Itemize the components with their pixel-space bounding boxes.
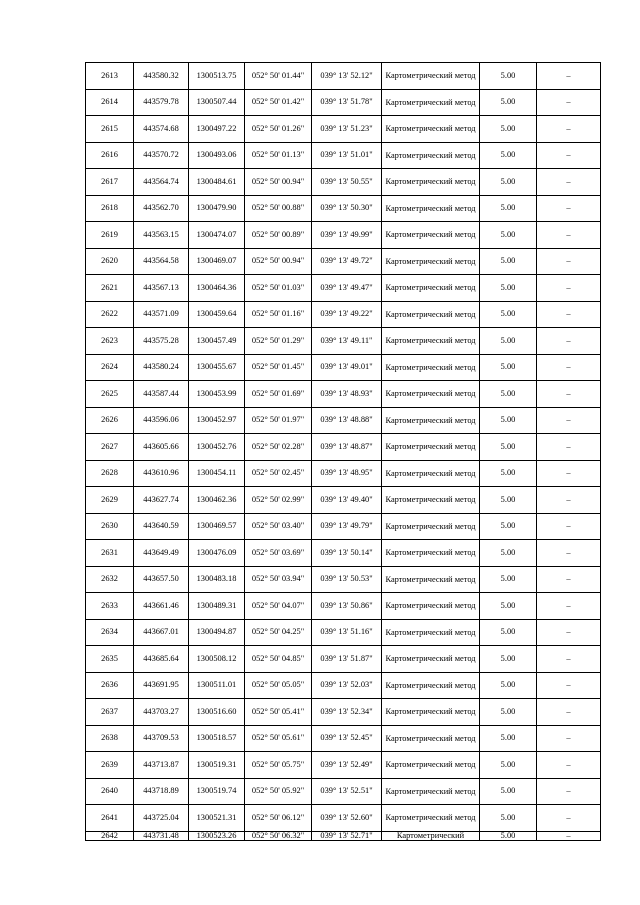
note-cell: – xyxy=(537,460,601,487)
point-number-cell: 2626 xyxy=(86,407,134,434)
point-number-cell: 2619 xyxy=(86,222,134,249)
longitude-cell: 039° 13' 51.87" xyxy=(312,646,382,673)
note-cell: – xyxy=(537,301,601,328)
coord-x-cell: 443605.66 xyxy=(134,434,189,461)
table-row xyxy=(86,222,601,249)
coord-x-cell: 443564.58 xyxy=(134,248,189,275)
coord-y-cell: 1300494.87 xyxy=(189,619,245,646)
method-cell: Картометрический метод xyxy=(382,328,480,355)
point-number-cell: 2624 xyxy=(86,354,134,381)
coord-x-cell: 443574.68 xyxy=(134,116,189,143)
table-row xyxy=(86,619,601,646)
accuracy-cell: 5.00 xyxy=(480,434,537,461)
method-cell: Картометрический метод xyxy=(382,195,480,222)
longitude-cell: 039° 13' 51.01" xyxy=(312,142,382,169)
coord-y-cell: 1300453.99 xyxy=(189,381,245,408)
table-row xyxy=(86,752,601,779)
longitude-cell: 039° 13' 49.72" xyxy=(312,248,382,275)
note-cell: – xyxy=(537,248,601,275)
latitude-cell: 052° 50' 01.03" xyxy=(245,275,312,302)
longitude-cell: 039° 13' 50.55" xyxy=(312,169,382,196)
latitude-cell: 052° 50' 03.40" xyxy=(245,513,312,540)
point-number-cell: 2636 xyxy=(86,672,134,699)
longitude-cell: 039° 13' 52.49" xyxy=(312,752,382,779)
coord-x-cell: 443691.95 xyxy=(134,672,189,699)
accuracy-cell: 5.00 xyxy=(480,831,537,840)
note-cell: – xyxy=(537,672,601,699)
accuracy-cell: 5.00 xyxy=(480,116,537,143)
table-row xyxy=(86,513,601,540)
latitude-cell: 052° 50' 00.94" xyxy=(245,169,312,196)
coord-x-cell: 443685.64 xyxy=(134,646,189,673)
latitude-cell: 052° 50' 00.89" xyxy=(245,222,312,249)
coord-x-cell: 443627.74 xyxy=(134,487,189,514)
coord-y-cell: 1300457.49 xyxy=(189,328,245,355)
coord-x-cell: 443640.59 xyxy=(134,513,189,540)
coord-y-cell: 1300474.07 xyxy=(189,222,245,249)
longitude-cell: 039° 13' 49.40" xyxy=(312,487,382,514)
latitude-cell: 052° 50' 05.75" xyxy=(245,752,312,779)
method-cell: Картометрический метод xyxy=(382,566,480,593)
accuracy-cell: 5.00 xyxy=(480,646,537,673)
coord-y-cell: 1300484.61 xyxy=(189,169,245,196)
coord-y-cell: 1300452.76 xyxy=(189,434,245,461)
accuracy-cell: 5.00 xyxy=(480,460,537,487)
table-row xyxy=(86,699,601,726)
note-cell: – xyxy=(537,63,601,90)
method-cell: Картометрический метод xyxy=(382,381,480,408)
point-number-cell: 2639 xyxy=(86,752,134,779)
latitude-cell: 052° 50' 02.45" xyxy=(245,460,312,487)
table-row xyxy=(86,248,601,275)
accuracy-cell: 5.00 xyxy=(480,805,537,832)
table-row xyxy=(86,593,601,620)
coord-x-cell: 443703.27 xyxy=(134,699,189,726)
point-number-cell: 2631 xyxy=(86,540,134,567)
coord-y-cell: 1300521.31 xyxy=(189,805,245,832)
coord-y-cell: 1300519.74 xyxy=(189,778,245,805)
note-cell: – xyxy=(537,434,601,461)
coord-y-cell: 1300489.31 xyxy=(189,593,245,620)
point-number-cell: 2623 xyxy=(86,328,134,355)
method-cell: Картометрический метод xyxy=(382,142,480,169)
coord-y-cell: 1300497.22 xyxy=(189,116,245,143)
coord-x-cell: 443657.50 xyxy=(134,566,189,593)
latitude-cell: 052° 50' 03.69" xyxy=(245,540,312,567)
point-number-cell: 2642 xyxy=(86,831,134,840)
latitude-cell: 052° 50' 00.88" xyxy=(245,195,312,222)
table-row xyxy=(86,725,601,752)
coord-x-cell: 443563.15 xyxy=(134,222,189,249)
note-cell: – xyxy=(537,646,601,673)
table-row xyxy=(86,328,601,355)
point-number-cell: 2620 xyxy=(86,248,134,275)
longitude-cell: 039° 13' 49.99" xyxy=(312,222,382,249)
note-cell: – xyxy=(537,699,601,726)
accuracy-cell: 5.00 xyxy=(480,672,537,699)
note-cell: – xyxy=(537,195,601,222)
note-cell: – xyxy=(537,169,601,196)
coordinates-table-body xyxy=(86,63,601,841)
latitude-cell: 052° 50' 02.28" xyxy=(245,434,312,461)
table-row xyxy=(86,407,601,434)
note-cell: – xyxy=(537,354,601,381)
table-row xyxy=(86,354,601,381)
note-cell: – xyxy=(537,831,601,840)
table-row xyxy=(86,301,601,328)
note-cell: – xyxy=(537,725,601,752)
coord-y-cell: 1300459.64 xyxy=(189,301,245,328)
note-cell: – xyxy=(537,513,601,540)
coord-y-cell: 1300516.60 xyxy=(189,699,245,726)
accuracy-cell: 5.00 xyxy=(480,540,537,567)
longitude-cell: 039° 13' 49.01" xyxy=(312,354,382,381)
accuracy-cell: 5.00 xyxy=(480,699,537,726)
latitude-cell: 052° 50' 04.85" xyxy=(245,646,312,673)
note-cell: – xyxy=(537,566,601,593)
coord-y-cell: 1300469.07 xyxy=(189,248,245,275)
note-cell: – xyxy=(537,805,601,832)
coord-y-cell: 1300507.44 xyxy=(189,89,245,116)
point-number-cell: 2616 xyxy=(86,142,134,169)
method-cell: Картометрический метод xyxy=(382,354,480,381)
latitude-cell: 052° 50' 01.16" xyxy=(245,301,312,328)
accuracy-cell: 5.00 xyxy=(480,222,537,249)
latitude-cell: 052° 50' 01.42" xyxy=(245,89,312,116)
method-cell: Картометрический метод xyxy=(382,116,480,143)
coord-x-cell: 443596.06 xyxy=(134,407,189,434)
coord-y-cell: 1300476.09 xyxy=(189,540,245,567)
table-row xyxy=(86,381,601,408)
longitude-cell: 039° 13' 52.60" xyxy=(312,805,382,832)
longitude-cell: 039° 13' 52.12" xyxy=(312,63,382,90)
accuracy-cell: 5.00 xyxy=(480,487,537,514)
accuracy-cell: 5.00 xyxy=(480,593,537,620)
coord-x-cell: 443661.46 xyxy=(134,593,189,620)
method-cell: Картометрический метод xyxy=(382,619,480,646)
point-number-cell: 2618 xyxy=(86,195,134,222)
coord-x-cell: 443570.72 xyxy=(134,142,189,169)
table-row xyxy=(86,434,601,461)
method-cell: Картометрический метод xyxy=(382,540,480,567)
coord-y-cell: 1300523.26 xyxy=(189,831,245,840)
point-number-cell: 2633 xyxy=(86,593,134,620)
coord-y-cell: 1300518.57 xyxy=(189,725,245,752)
note-cell: – xyxy=(537,116,601,143)
point-number-cell: 2638 xyxy=(86,725,134,752)
longitude-cell: 039° 13' 49.47" xyxy=(312,275,382,302)
coord-x-cell: 443564.74 xyxy=(134,169,189,196)
method-cell: Картометрический метод xyxy=(382,301,480,328)
coord-y-cell: 1300464.36 xyxy=(189,275,245,302)
coord-y-cell: 1300483.18 xyxy=(189,566,245,593)
point-number-cell: 2614 xyxy=(86,89,134,116)
coord-x-cell: 443713.87 xyxy=(134,752,189,779)
longitude-cell: 039° 13' 49.22" xyxy=(312,301,382,328)
latitude-cell: 052° 50' 02.99" xyxy=(245,487,312,514)
coord-x-cell: 443580.24 xyxy=(134,354,189,381)
coord-y-cell: 1300519.31 xyxy=(189,752,245,779)
coord-x-cell: 443562.70 xyxy=(134,195,189,222)
accuracy-cell: 5.00 xyxy=(480,328,537,355)
coord-y-cell: 1300479.90 xyxy=(189,195,245,222)
coord-y-cell: 1300462.36 xyxy=(189,487,245,514)
method-cell: Картометрический метод xyxy=(382,805,480,832)
latitude-cell: 052° 50' 04.25" xyxy=(245,619,312,646)
accuracy-cell: 5.00 xyxy=(480,169,537,196)
longitude-cell: 039° 13' 50.86" xyxy=(312,593,382,620)
accuracy-cell: 5.00 xyxy=(480,513,537,540)
method-cell: Картометрический метод xyxy=(382,487,480,514)
coord-y-cell: 1300469.57 xyxy=(189,513,245,540)
table-row xyxy=(86,116,601,143)
method-cell: Картометрический метод xyxy=(382,513,480,540)
note-cell: – xyxy=(537,222,601,249)
longitude-cell: 039° 13' 52.34" xyxy=(312,699,382,726)
longitude-cell: 039° 13' 50.14" xyxy=(312,540,382,567)
latitude-cell: 052° 50' 01.26" xyxy=(245,116,312,143)
point-number-cell: 2632 xyxy=(86,566,134,593)
longitude-cell: 039° 13' 49.11" xyxy=(312,328,382,355)
point-number-cell: 2641 xyxy=(86,805,134,832)
latitude-cell: 052° 50' 01.44" xyxy=(245,63,312,90)
note-cell: – xyxy=(537,487,601,514)
coord-y-cell: 1300513.75 xyxy=(189,63,245,90)
method-cell: Картометрический метод xyxy=(382,222,480,249)
method-cell: Картометрический метод xyxy=(382,434,480,461)
table-row xyxy=(86,540,601,567)
coord-x-cell: 443709.53 xyxy=(134,725,189,752)
note-cell: – xyxy=(537,89,601,116)
point-number-cell: 2629 xyxy=(86,487,134,514)
accuracy-cell: 5.00 xyxy=(480,619,537,646)
table-row xyxy=(86,89,601,116)
method-cell: Картометрический метод xyxy=(382,672,480,699)
accuracy-cell: 5.00 xyxy=(480,248,537,275)
table-row xyxy=(86,487,601,514)
table-row xyxy=(86,646,601,673)
table-row xyxy=(86,566,601,593)
point-number-cell: 2640 xyxy=(86,778,134,805)
point-number-cell: 2628 xyxy=(86,460,134,487)
note-cell: – xyxy=(537,407,601,434)
coord-x-cell: 443731.48 xyxy=(134,831,189,840)
method-cell: Картометрический метод xyxy=(382,725,480,752)
table-row xyxy=(86,63,601,90)
table-row xyxy=(86,195,601,222)
method-cell: Картометрический xyxy=(382,831,480,840)
latitude-cell: 052° 50' 04.07" xyxy=(245,593,312,620)
coord-y-cell: 1300454.11 xyxy=(189,460,245,487)
coord-y-cell: 1300493.06 xyxy=(189,142,245,169)
coord-y-cell: 1300452.97 xyxy=(189,407,245,434)
latitude-cell: 052° 50' 05.61" xyxy=(245,725,312,752)
coord-x-cell: 443718.89 xyxy=(134,778,189,805)
longitude-cell: 039° 13' 48.88" xyxy=(312,407,382,434)
note-cell: – xyxy=(537,778,601,805)
method-cell: Картометрический метод xyxy=(382,646,480,673)
coord-x-cell: 443587.44 xyxy=(134,381,189,408)
table-row xyxy=(86,831,601,840)
longitude-cell: 039° 13' 48.87" xyxy=(312,434,382,461)
coord-y-cell: 1300508.12 xyxy=(189,646,245,673)
accuracy-cell: 5.00 xyxy=(480,301,537,328)
point-number-cell: 2637 xyxy=(86,699,134,726)
method-cell: Картометрический метод xyxy=(382,169,480,196)
latitude-cell: 052° 50' 01.13" xyxy=(245,142,312,169)
coord-x-cell: 443649.49 xyxy=(134,540,189,567)
coord-x-cell: 443725.04 xyxy=(134,805,189,832)
table-row xyxy=(86,805,601,832)
note-cell: – xyxy=(537,752,601,779)
point-number-cell: 2613 xyxy=(86,63,134,90)
latitude-cell: 052° 50' 01.29" xyxy=(245,328,312,355)
method-cell: Картометрический метод xyxy=(382,89,480,116)
coord-x-cell: 443667.01 xyxy=(134,619,189,646)
longitude-cell: 039° 13' 51.16" xyxy=(312,619,382,646)
point-number-cell: 2627 xyxy=(86,434,134,461)
method-cell: Картометрический метод xyxy=(382,63,480,90)
latitude-cell: 052° 50' 00.94" xyxy=(245,248,312,275)
method-cell: Картометрический метод xyxy=(382,593,480,620)
point-number-cell: 2630 xyxy=(86,513,134,540)
method-cell: Картометрический метод xyxy=(382,275,480,302)
longitude-cell: 039° 13' 51.78" xyxy=(312,89,382,116)
longitude-cell: 039° 13' 51.23" xyxy=(312,116,382,143)
longitude-cell: 039° 13' 52.03" xyxy=(312,672,382,699)
table-row xyxy=(86,672,601,699)
table-row xyxy=(86,778,601,805)
latitude-cell: 052° 50' 01.45" xyxy=(245,354,312,381)
coord-y-cell: 1300511.01 xyxy=(189,672,245,699)
point-number-cell: 2622 xyxy=(86,301,134,328)
accuracy-cell: 5.00 xyxy=(480,142,537,169)
accuracy-cell: 5.00 xyxy=(480,566,537,593)
coord-x-cell: 443567.13 xyxy=(134,275,189,302)
point-number-cell: 2615 xyxy=(86,116,134,143)
accuracy-cell: 5.00 xyxy=(480,407,537,434)
accuracy-cell: 5.00 xyxy=(480,354,537,381)
longitude-cell: 039° 13' 48.95" xyxy=(312,460,382,487)
point-number-cell: 2621 xyxy=(86,275,134,302)
longitude-cell: 039° 13' 52.71" xyxy=(312,831,382,840)
note-cell: – xyxy=(537,381,601,408)
table-row xyxy=(86,169,601,196)
method-cell: Картометрический метод xyxy=(382,248,480,275)
table-row xyxy=(86,275,601,302)
point-number-cell: 2625 xyxy=(86,381,134,408)
accuracy-cell: 5.00 xyxy=(480,195,537,222)
point-number-cell: 2635 xyxy=(86,646,134,673)
coord-x-cell: 443610.96 xyxy=(134,460,189,487)
accuracy-cell: 5.00 xyxy=(480,381,537,408)
note-cell: – xyxy=(537,275,601,302)
latitude-cell: 052° 50' 05.92" xyxy=(245,778,312,805)
coord-y-cell: 1300455.67 xyxy=(189,354,245,381)
longitude-cell: 039° 13' 50.53" xyxy=(312,566,382,593)
latitude-cell: 052° 50' 05.41" xyxy=(245,699,312,726)
latitude-cell: 052° 50' 06.12" xyxy=(245,805,312,832)
accuracy-cell: 5.00 xyxy=(480,275,537,302)
longitude-cell: 039° 13' 52.51" xyxy=(312,778,382,805)
latitude-cell: 052° 50' 01.97" xyxy=(245,407,312,434)
note-cell: – xyxy=(537,328,601,355)
longitude-cell: 039° 13' 50.30" xyxy=(312,195,382,222)
method-cell: Картометрический метод xyxy=(382,699,480,726)
latitude-cell: 052° 50' 01.69" xyxy=(245,381,312,408)
method-cell: Картометрический метод xyxy=(382,778,480,805)
point-number-cell: 2634 xyxy=(86,619,134,646)
point-number-cell: 2617 xyxy=(86,169,134,196)
accuracy-cell: 5.00 xyxy=(480,89,537,116)
accuracy-cell: 5.00 xyxy=(480,725,537,752)
longitude-cell: 039° 13' 49.79" xyxy=(312,513,382,540)
accuracy-cell: 5.00 xyxy=(480,778,537,805)
latitude-cell: 052° 50' 06.32" xyxy=(245,831,312,840)
coord-x-cell: 443579.78 xyxy=(134,89,189,116)
coord-x-cell: 443580.32 xyxy=(134,63,189,90)
note-cell: – xyxy=(537,142,601,169)
method-cell: Картометрический метод xyxy=(382,407,480,434)
table-row xyxy=(86,460,601,487)
accuracy-cell: 5.00 xyxy=(480,63,537,90)
table-row xyxy=(86,142,601,169)
coord-x-cell: 443575.28 xyxy=(134,328,189,355)
coord-x-cell: 443571.09 xyxy=(134,301,189,328)
latitude-cell: 052° 50' 05.05" xyxy=(245,672,312,699)
coordinates-table xyxy=(85,62,601,841)
longitude-cell: 039° 13' 48.93" xyxy=(312,381,382,408)
method-cell: Картометрический метод xyxy=(382,752,480,779)
longitude-cell: 039° 13' 52.45" xyxy=(312,725,382,752)
note-cell: – xyxy=(537,540,601,567)
accuracy-cell: 5.00 xyxy=(480,752,537,779)
note-cell: – xyxy=(537,593,601,620)
note-cell: – xyxy=(537,619,601,646)
latitude-cell: 052° 50' 03.94" xyxy=(245,566,312,593)
method-cell: Картометрический метод xyxy=(382,460,480,487)
